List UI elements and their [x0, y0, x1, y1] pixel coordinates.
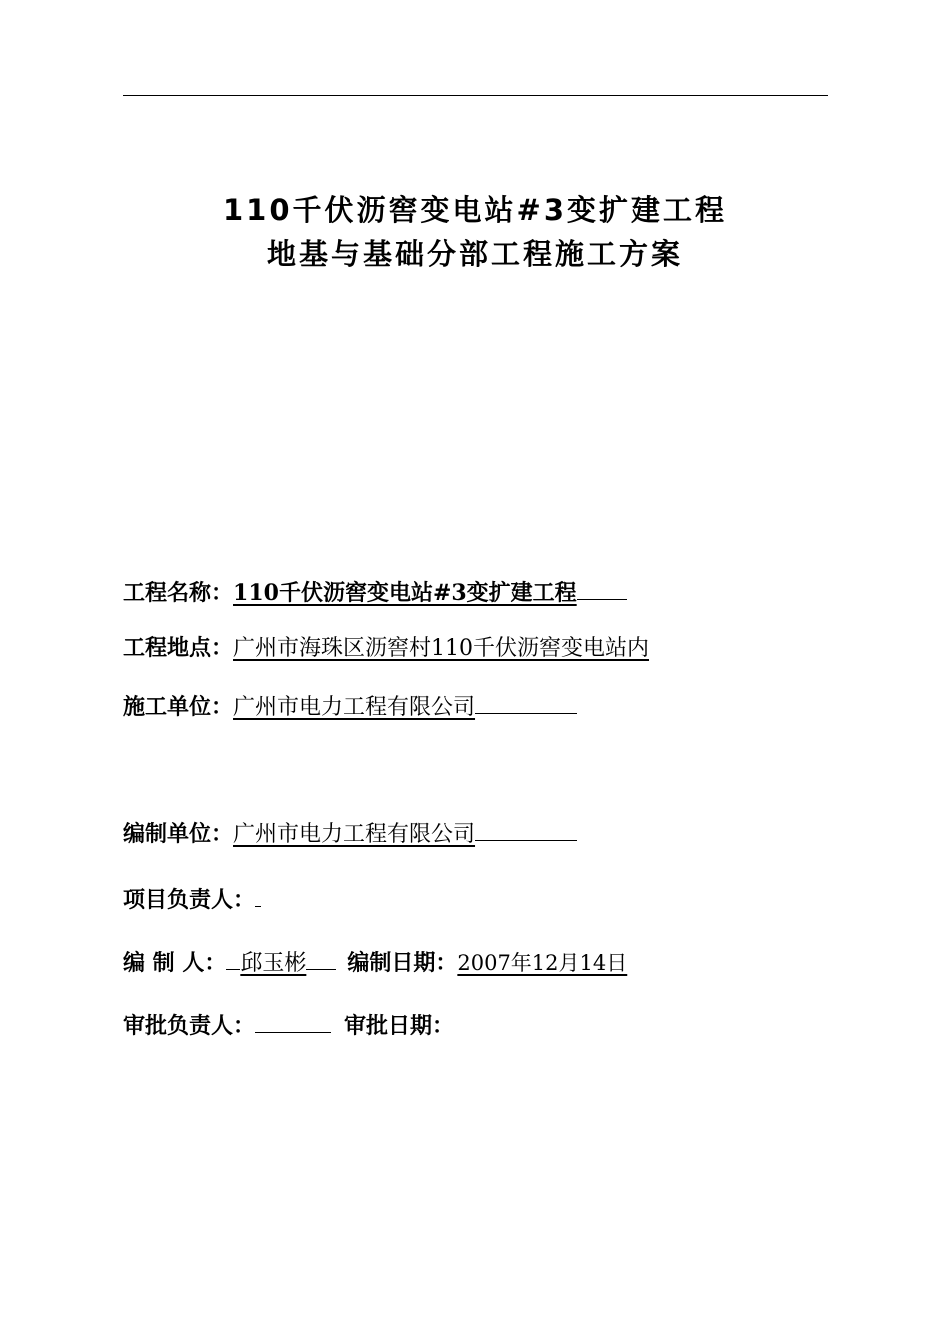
- project-name-blank: [577, 575, 627, 600]
- project-leader-row: [123, 882, 261, 916]
- compiler-row: [123, 945, 627, 979]
- title-line-1: 110千伏沥窖变电站#3变扩建工程: [222, 193, 727, 227]
- header-rule: [123, 95, 828, 96]
- approver-blank: [255, 1008, 331, 1033]
- project-name-row: [123, 575, 627, 609]
- approver-label: 审批负责人：: [123, 1014, 256, 1039]
- project-name-value: 110千伏沥窖变电站#3变扩建工程: [233, 580, 577, 606]
- construction-unit-label: 施工单位：: [123, 695, 234, 720]
- approve-date-label: 审批日期：: [344, 1014, 455, 1039]
- compiling-unit-value: 广州市电力工程有限公司: [233, 822, 476, 847]
- compiling-unit-label: 编制单位：: [123, 822, 234, 847]
- construction-unit-row: [123, 689, 577, 723]
- construction-unit-blank: [475, 689, 577, 714]
- construction-unit-value: 广州市电力工程有限公司: [233, 695, 476, 720]
- project-name-label: 工程名称：: [123, 581, 234, 606]
- project-location-row: [123, 632, 649, 666]
- compiler-label: 编 制 人：: [123, 951, 227, 976]
- approver-row: [123, 1008, 454, 1042]
- title-line-2: 地基与基础分部工程施工方案: [266, 237, 683, 271]
- project-location-value: 广州市海珠区沥窖村110千伏沥窖变电站内: [233, 636, 650, 661]
- compiler-value: 邱玉彬: [240, 951, 307, 976]
- compiler-blank-right: [306, 945, 336, 970]
- compile-date-value: 2007年12月14日: [457, 951, 628, 975]
- project-leader-blank: [255, 882, 261, 907]
- document-title: [0, 188, 950, 276]
- compiler-blank-left: [226, 945, 240, 970]
- compile-date-label: 编制日期：: [347, 951, 458, 976]
- compiling-unit-blank: [475, 816, 577, 841]
- compiling-unit-row: [123, 816, 577, 850]
- project-leader-label: 项目负责人：: [123, 888, 256, 913]
- project-location-label: 工程地点：: [123, 636, 234, 661]
